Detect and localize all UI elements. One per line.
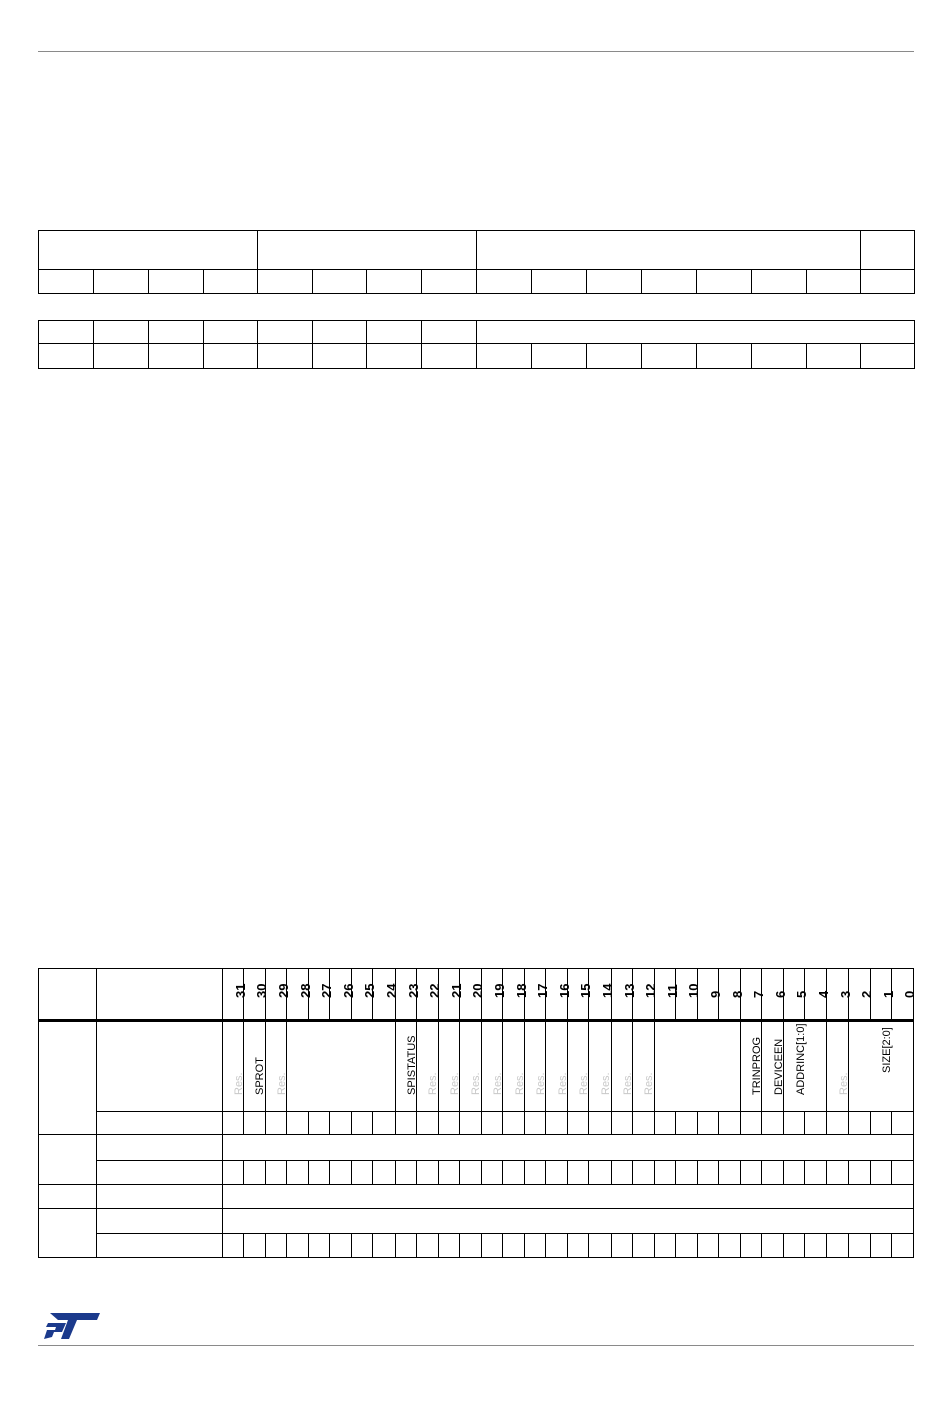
reset-cell [741, 1234, 762, 1258]
field-res: Res. [546, 1021, 568, 1112]
bit-number: 18 [503, 969, 525, 1021]
bit-number: 6 [762, 969, 784, 1021]
reset-cell [654, 1234, 675, 1258]
reset-cell [741, 1112, 762, 1135]
reset-cell [546, 1234, 568, 1258]
reset-cell [503, 1112, 525, 1135]
reset-cell [568, 1234, 589, 1258]
offset-header [39, 969, 97, 1021]
reset-cell [805, 1161, 827, 1185]
reset-cell [827, 1112, 848, 1135]
bit-number: 8 [718, 969, 740, 1021]
reset-cell [891, 1112, 913, 1135]
reset-cell [784, 1234, 805, 1258]
field-res: Res. [525, 1021, 546, 1112]
access-cell [39, 344, 94, 369]
field-res: Res. [438, 1021, 459, 1112]
reset-cell [805, 1234, 827, 1258]
field-full-width [222, 1209, 913, 1234]
field-res: Res. [568, 1021, 589, 1112]
reset-cell [784, 1161, 805, 1185]
access-cell [861, 270, 915, 294]
bit-number: 22 [416, 969, 438, 1021]
bit-number: 17 [525, 969, 546, 1021]
bit-number: 26 [330, 969, 352, 1021]
field-cell [313, 321, 367, 344]
reset-cell [330, 1234, 352, 1258]
access-cell [367, 270, 422, 294]
footer-rule [38, 1345, 914, 1346]
offset-cell [39, 1135, 97, 1185]
access-cell [94, 344, 149, 369]
reset-cell [611, 1161, 632, 1185]
access-cell [313, 270, 367, 294]
bit-number: 19 [481, 969, 502, 1021]
reset-cell [632, 1234, 654, 1258]
reset-cell [827, 1234, 848, 1258]
register-map-table [38, 968, 918, 1258]
reset-cell [503, 1234, 525, 1258]
field-res: Res. [632, 1021, 654, 1112]
field-res: Res. [589, 1021, 611, 1112]
access-cell [477, 344, 532, 369]
access-cell [642, 270, 697, 294]
field-res: Res. [416, 1021, 438, 1112]
access-cell [313, 344, 367, 369]
reset-cell [243, 1112, 265, 1135]
bit-number: 3 [827, 969, 848, 1021]
reset-cell [309, 1234, 330, 1258]
access-cell [807, 344, 861, 369]
access-cell [532, 344, 587, 369]
bit-number: 13 [611, 969, 632, 1021]
reset-cell [718, 1234, 740, 1258]
reset-cell [891, 1161, 913, 1185]
reset-cell [352, 1161, 373, 1185]
reset-cell [741, 1161, 762, 1185]
register-name-cell [97, 1185, 223, 1209]
access-cell [752, 270, 807, 294]
reset-cell [373, 1161, 395, 1185]
access-cell [697, 270, 752, 294]
reset-cell [632, 1112, 654, 1135]
reset-cell [525, 1112, 546, 1135]
st-logo-icon [44, 1311, 102, 1341]
reset-cell [848, 1161, 870, 1185]
bit-number: 12 [632, 969, 654, 1021]
reset-cell [481, 1112, 502, 1135]
reset-cell [762, 1161, 784, 1185]
access-cell [587, 270, 642, 294]
reset-cell [395, 1112, 416, 1135]
field-full-width [222, 1185, 913, 1209]
field-trinprog: TRINPROG [741, 1021, 762, 1112]
access-cell [149, 270, 204, 294]
reset-cell [870, 1234, 891, 1258]
reset-cell [675, 1234, 697, 1258]
reset-label-cell [97, 1112, 223, 1135]
reset-cell [525, 1161, 546, 1185]
field-cell [367, 321, 422, 344]
header-rule [38, 51, 914, 52]
reset-cell [654, 1161, 675, 1185]
bit-number: 2 [848, 969, 870, 1021]
reset-cell [459, 1161, 481, 1185]
field-cell [94, 321, 149, 344]
reset-cell [352, 1234, 373, 1258]
field-sprot: SPROT [243, 1021, 265, 1112]
reset-cell [568, 1161, 589, 1185]
reset-cell [870, 1112, 891, 1135]
access-cell [204, 344, 258, 369]
reset-label-cell [97, 1234, 223, 1258]
reset-cell [848, 1234, 870, 1258]
reset-cell [525, 1234, 546, 1258]
field-res: Res. [827, 1021, 848, 1112]
field-cell [477, 321, 915, 344]
reset-cell [416, 1161, 438, 1185]
reset-cell [373, 1234, 395, 1258]
reset-cell [243, 1234, 265, 1258]
reset-cell [718, 1112, 740, 1135]
reset-cell [632, 1161, 654, 1185]
reset-cell [805, 1112, 827, 1135]
field-size: SIZE[2:0] [848, 1021, 913, 1112]
field-deviceen: DEVICEEN [762, 1021, 784, 1112]
reset-cell [222, 1161, 243, 1185]
offset-cell [39, 1021, 97, 1135]
reset-cell [870, 1161, 891, 1185]
register-header [97, 969, 223, 1021]
reset-cell [438, 1161, 459, 1185]
field-cell [39, 231, 258, 270]
reset-cell [330, 1112, 352, 1135]
access-cell [807, 270, 861, 294]
reset-cell [546, 1161, 568, 1185]
access-cell [532, 270, 587, 294]
field-cell [204, 321, 258, 344]
access-cell [258, 344, 313, 369]
access-cell [861, 344, 915, 369]
reset-cell [459, 1234, 481, 1258]
bit-number: 9 [697, 969, 718, 1021]
reset-cell [266, 1234, 287, 1258]
reset-cell [675, 1112, 697, 1135]
bit-number: 11 [654, 969, 675, 1021]
register-table-lower [38, 320, 915, 369]
reset-cell [287, 1161, 309, 1185]
bit-number: 23 [395, 969, 416, 1021]
bit-number: 20 [459, 969, 481, 1021]
bit-number: 27 [309, 969, 330, 1021]
field-cell [477, 231, 861, 270]
reset-cell [589, 1161, 611, 1185]
bit-number: 25 [352, 969, 373, 1021]
reset-cell [697, 1112, 718, 1135]
reset-cell [438, 1234, 459, 1258]
reset-cell [481, 1161, 502, 1185]
reset-cell [848, 1112, 870, 1135]
reset-cell [697, 1161, 718, 1185]
field-full-width [222, 1135, 913, 1161]
field-cell [149, 321, 204, 344]
register-name-cell [97, 1135, 223, 1161]
bit-number: 29 [266, 969, 287, 1021]
bit-number: 15 [568, 969, 589, 1021]
bit-number: 5 [784, 969, 805, 1021]
access-cell [752, 344, 807, 369]
reset-cell [373, 1112, 395, 1135]
field-res: Res. [481, 1021, 502, 1112]
field-spistatus: SPISTATUS [395, 1021, 416, 1112]
reset-cell [266, 1161, 287, 1185]
reset-cell [481, 1234, 502, 1258]
reset-cell [891, 1234, 913, 1258]
field-empty [654, 1021, 740, 1112]
reset-cell [762, 1234, 784, 1258]
reset-cell [222, 1234, 243, 1258]
access-cell [587, 344, 642, 369]
field-res: Res. [459, 1021, 481, 1112]
reset-cell [697, 1234, 718, 1258]
register-table-upper [38, 230, 915, 294]
field-empty [287, 1021, 395, 1112]
bit-number: 0 [891, 969, 913, 1021]
reset-cell [330, 1161, 352, 1185]
bit-number: 10 [675, 969, 697, 1021]
reset-cell [589, 1234, 611, 1258]
reset-cell [611, 1112, 632, 1135]
reset-cell [503, 1161, 525, 1185]
reset-cell [611, 1234, 632, 1258]
field-addrinc: ADDRINC[1:0] [784, 1021, 827, 1112]
access-cell [642, 344, 697, 369]
field-cell [258, 321, 313, 344]
field-cell [258, 231, 477, 270]
field-res: Res. [503, 1021, 525, 1112]
reset-cell [784, 1112, 805, 1135]
reset-cell [395, 1234, 416, 1258]
reset-cell [416, 1234, 438, 1258]
field-res: Res. [222, 1021, 243, 1112]
register-name-cell [97, 1209, 223, 1234]
access-cell [149, 344, 204, 369]
access-cell [94, 270, 149, 294]
reset-label-cell [97, 1161, 223, 1185]
reset-cell [589, 1112, 611, 1135]
bit-number: 24 [373, 969, 395, 1021]
reset-cell [416, 1112, 438, 1135]
field-cell [422, 321, 477, 344]
reset-cell [222, 1112, 243, 1135]
reset-cell [266, 1112, 287, 1135]
reset-cell [827, 1161, 848, 1185]
access-cell [422, 270, 477, 294]
reset-cell [287, 1234, 309, 1258]
reset-cell [309, 1112, 330, 1135]
bit-number: 4 [805, 969, 827, 1021]
access-cell [204, 270, 258, 294]
reset-cell [438, 1112, 459, 1135]
field-cell [39, 321, 94, 344]
bit-number: 7 [741, 969, 762, 1021]
offset-cell [39, 1185, 97, 1209]
reset-cell [718, 1161, 740, 1185]
reset-cell [352, 1112, 373, 1135]
field-res: Res. [266, 1021, 287, 1112]
reset-cell [762, 1112, 784, 1135]
reset-cell [546, 1112, 568, 1135]
access-cell [477, 270, 532, 294]
register-name-cell [97, 1021, 223, 1112]
offset-cell [39, 1209, 97, 1258]
reset-cell [287, 1112, 309, 1135]
access-cell [39, 270, 94, 294]
field-res: Res. [611, 1021, 632, 1112]
reset-cell [675, 1161, 697, 1185]
reset-cell [459, 1112, 481, 1135]
reset-cell [568, 1112, 589, 1135]
reset-cell [309, 1161, 330, 1185]
bit-number: 1 [870, 969, 891, 1021]
access-cell [422, 344, 477, 369]
bit-number: 30 [243, 969, 265, 1021]
access-cell [367, 344, 422, 369]
bit-number: 28 [287, 969, 309, 1021]
access-cell [258, 270, 313, 294]
reset-cell [395, 1161, 416, 1185]
reset-cell [243, 1161, 265, 1185]
bit-number: 21 [438, 969, 459, 1021]
access-cell [697, 344, 752, 369]
reset-cell [654, 1112, 675, 1135]
bit-number: 14 [589, 969, 611, 1021]
bit-number: 16 [546, 969, 568, 1021]
field-cell [861, 231, 915, 270]
bit-number: 31 [222, 969, 243, 1021]
